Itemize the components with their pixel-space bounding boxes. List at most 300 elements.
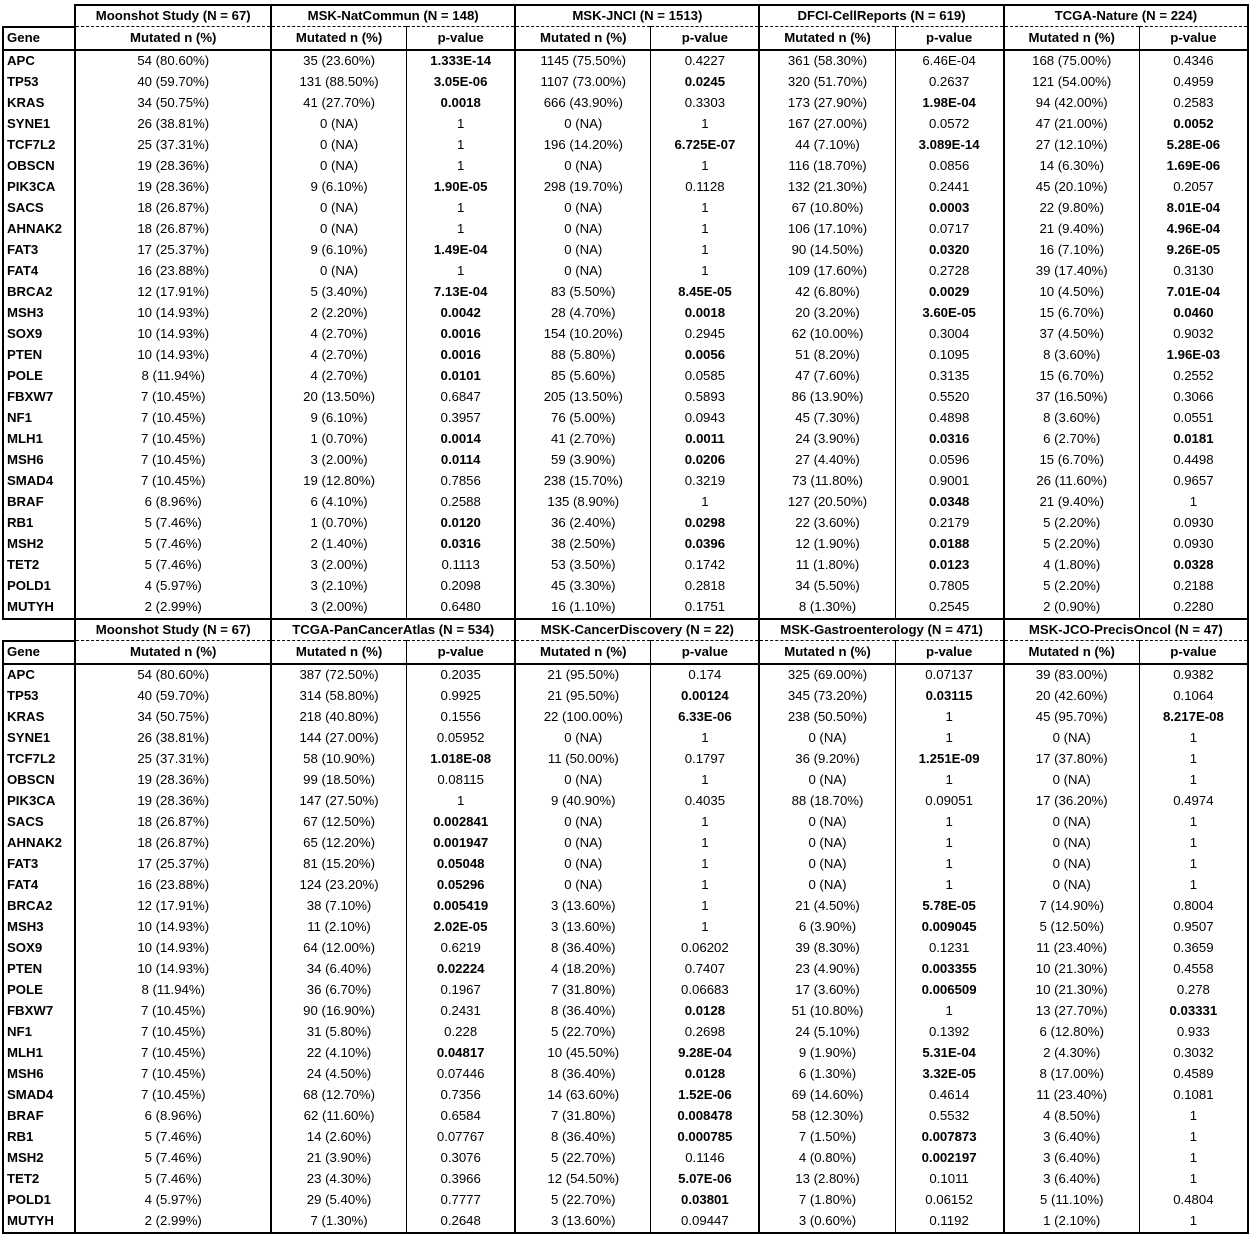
p-value-cell: 0.3130 <box>1139 261 1248 282</box>
gene-name: TET2 <box>3 1169 75 1190</box>
gene-name: MUTYH <box>3 597 75 619</box>
mutated-cell: 0 (NA) <box>515 156 651 177</box>
mutated-cell: 238 (15.70%) <box>515 471 651 492</box>
p-value-cell: 0.0052 <box>1139 114 1248 135</box>
mutated-cell: 5 (2.20%) <box>1004 534 1140 555</box>
mutated-cell: 127 (20.50%) <box>759 492 895 513</box>
mutated-cell: 51 (8.20%) <box>759 345 895 366</box>
table-row <box>3 1022 1248 1043</box>
p-value-cell: 0.2648 <box>407 1211 516 1233</box>
p-value-cell: 0.3135 <box>895 366 1004 387</box>
table-row <box>3 366 1248 387</box>
p-value-cell: 0.1967 <box>407 980 516 1001</box>
p-value-cell: 0.6219 <box>407 938 516 959</box>
p-value-cell: 1 <box>895 770 1004 791</box>
mutated-cell: 62 (11.60%) <box>271 1106 407 1127</box>
mutated-cell: 20 (13.50%) <box>271 387 407 408</box>
gene-name: PIK3CA <box>3 177 75 198</box>
mutated-cell: 387 (72.50%) <box>271 664 407 686</box>
mutated-cell: 45 (20.10%) <box>1004 177 1140 198</box>
p-value-cell: 0.09447 <box>651 1211 760 1233</box>
p-value-cell: 1 <box>651 854 760 875</box>
p-value-cell: 1 <box>651 875 760 896</box>
p-value-cell: 0.00124 <box>651 686 760 707</box>
mutated-cell: 36 (6.70%) <box>271 980 407 1001</box>
mutated-cell: 0 (NA) <box>515 198 651 219</box>
mutated-cell: 20 (42.60%) <box>1004 686 1140 707</box>
mutated-cell: 6 (1.30%) <box>759 1064 895 1085</box>
mutated-cell: 69 (14.60%) <box>759 1085 895 1106</box>
mutated-cell: 7 (10.45%) <box>75 1085 271 1106</box>
p-value-cell: 0.6584 <box>407 1106 516 1127</box>
mutated-cell: 29 (5.40%) <box>271 1190 407 1211</box>
p-value-cell: 0.1751 <box>651 597 760 619</box>
mutated-cell: 1145 (75.50%) <box>515 50 651 72</box>
mutated-cell: 167 (27.00%) <box>759 114 895 135</box>
p-value-cell: 0.3303 <box>651 93 760 114</box>
p-value-cell: 0.2552 <box>1139 366 1248 387</box>
p-value-cell: 0.0856 <box>895 156 1004 177</box>
p-value-header: p-value <box>651 27 760 50</box>
p-value-cell: 0.0930 <box>1139 513 1248 534</box>
mutated-cell: 21 (95.50%) <box>515 686 651 707</box>
mutated-cell: 17 (25.37%) <box>75 854 271 875</box>
mutated-cell: 121 (54.00%) <box>1004 72 1140 93</box>
table-row <box>3 135 1248 156</box>
mutated-cell: 23 (4.90%) <box>759 959 895 980</box>
gene-name: PIK3CA <box>3 791 75 812</box>
gene-name: APC <box>3 50 75 72</box>
mutated-cell: 11 (23.40%) <box>1004 1085 1140 1106</box>
table-row <box>3 219 1248 240</box>
p-value-cell: 0.008478 <box>651 1106 760 1127</box>
mutated-cell: 3 (13.60%) <box>515 896 651 917</box>
mutated-cell: 90 (16.90%) <box>271 1001 407 1022</box>
p-value-cell: 0.0396 <box>651 534 760 555</box>
mutated-cell: 0 (NA) <box>1004 854 1140 875</box>
p-value-cell: 0.03115 <box>895 686 1004 707</box>
p-value-cell: 1 <box>407 261 516 282</box>
mutated-cell: 16 (7.10%) <box>1004 240 1140 261</box>
mutated-cell: 0 (NA) <box>515 875 651 896</box>
gene-name: TP53 <box>3 72 75 93</box>
p-value-cell: 1 <box>651 770 760 791</box>
p-value-cell: 3.60E-05 <box>895 303 1004 324</box>
mutated-cell: 8 (11.94%) <box>75 366 271 387</box>
p-value-cell: 5.28E-06 <box>1139 135 1248 156</box>
p-value-cell: 0.9382 <box>1139 664 1248 686</box>
p-value-cell: 0.2431 <box>407 1001 516 1022</box>
p-value-cell: 1.251E-09 <box>895 749 1004 770</box>
p-value-cell: 3.05E-06 <box>407 72 516 93</box>
mutated-cell: 1 (0.70%) <box>271 429 407 450</box>
p-value-cell: 1 <box>651 917 760 938</box>
gene-name: PTEN <box>3 345 75 366</box>
p-value-cell: 0.003355 <box>895 959 1004 980</box>
mutated-cell: 16 (1.10%) <box>515 597 651 619</box>
p-value-cell: 0.9507 <box>1139 917 1248 938</box>
p-value-cell: 1 <box>407 219 516 240</box>
p-value-cell: 0.7777 <box>407 1190 516 1211</box>
mutated-cell: 17 (25.37%) <box>75 240 271 261</box>
gene-name: SYNE1 <box>3 114 75 135</box>
p-value-cell: 0.03331 <box>1139 1001 1248 1022</box>
mutated-cell: 5 (7.46%) <box>75 1148 271 1169</box>
p-value-cell: 0.2545 <box>895 597 1004 619</box>
mutated-cell: 36 (2.40%) <box>515 513 651 534</box>
p-value-cell: 0.002197 <box>895 1148 1004 1169</box>
mutated-cell: 8 (17.00%) <box>1004 1064 1140 1085</box>
gene-name: MSH6 <box>3 450 75 471</box>
mutated-cell: 10 (45.50%) <box>515 1043 651 1064</box>
p-value-cell: 0.2818 <box>651 576 760 597</box>
mutated-cell: 173 (27.90%) <box>759 93 895 114</box>
mutated-cell: 135 (8.90%) <box>515 492 651 513</box>
mutated-cell: 7 (10.45%) <box>75 450 271 471</box>
mutated-cell: 0 (NA) <box>515 114 651 135</box>
p-value-cell: 1 <box>1139 1148 1248 1169</box>
study-name: Moonshot Study (N = 67) <box>75 619 271 641</box>
p-value-cell: 1.98E-04 <box>895 93 1004 114</box>
table-row <box>3 303 1248 324</box>
p-value-cell: 0.0460 <box>1139 303 1248 324</box>
mutated-cell: 11 (50.00%) <box>515 749 651 770</box>
p-value-cell: 0.4959 <box>1139 72 1248 93</box>
mutated-cell: 40 (59.70%) <box>75 72 271 93</box>
mutated-cell: 0 (NA) <box>759 854 895 875</box>
mutated-cell: 10 (14.93%) <box>75 324 271 345</box>
mutated-cell: 3 (2.00%) <box>271 450 407 471</box>
p-value-cell: 0.1081 <box>1139 1085 1248 1106</box>
table-row <box>3 686 1248 707</box>
p-value-cell: 9.26E-05 <box>1139 240 1248 261</box>
p-value-cell: 0.9032 <box>1139 324 1248 345</box>
table-row <box>3 1169 1248 1190</box>
p-value-cell: 7.13E-04 <box>407 282 516 303</box>
gene-name: MUTYH <box>3 1211 75 1233</box>
mutated-cell: 44 (7.10%) <box>759 135 895 156</box>
mutated-cell: 3 (6.40%) <box>1004 1148 1140 1169</box>
p-value-cell: 8.217E-08 <box>1139 707 1248 728</box>
p-value-cell: 6.725E-07 <box>651 135 760 156</box>
p-value-cell: 1 <box>895 875 1004 896</box>
p-value-cell: 0.007873 <box>895 1127 1004 1148</box>
p-value-cell: 0.0188 <box>895 534 1004 555</box>
p-value-cell: 0.933 <box>1139 1022 1248 1043</box>
table-row <box>3 791 1248 812</box>
mutated-cell: 0 (NA) <box>759 770 895 791</box>
mutated-cell: 7 (1.80%) <box>759 1190 895 1211</box>
mutated-cell: 0 (NA) <box>515 770 651 791</box>
mutated-cell: 22 (4.10%) <box>271 1043 407 1064</box>
p-value-cell: 3.089E-14 <box>895 135 1004 156</box>
mutated-cell: 59 (3.90%) <box>515 450 651 471</box>
p-value-cell: 6.46E-04 <box>895 50 1004 72</box>
mutated-cell: 3 (13.60%) <box>515 1211 651 1233</box>
mutated-cell: 0 (NA) <box>271 261 407 282</box>
mutated-cell: 19 (28.36%) <box>75 770 271 791</box>
mutated-header: Mutated n (%) <box>759 641 895 664</box>
mutated-cell: 6 (8.96%) <box>75 1106 271 1127</box>
mutated-cell: 47 (7.60%) <box>759 366 895 387</box>
table-row <box>3 1085 1248 1106</box>
mutated-cell: 131 (88.50%) <box>271 72 407 93</box>
mutated-cell: 12 (17.91%) <box>75 282 271 303</box>
table-row <box>3 875 1248 896</box>
mutated-cell: 5 (2.20%) <box>1004 576 1140 597</box>
p-value-cell: 0.0056 <box>651 345 760 366</box>
p-value-cell: 0.4804 <box>1139 1190 1248 1211</box>
p-value-cell: 0.09051 <box>895 791 1004 812</box>
gene-name: MSH2 <box>3 534 75 555</box>
gene-name: SYNE1 <box>3 728 75 749</box>
table-row <box>3 1127 1248 1148</box>
p-value-cell: 0.2098 <box>407 576 516 597</box>
p-value-cell: 1 <box>1139 492 1248 513</box>
p-value-cell: 0.0003 <box>895 198 1004 219</box>
table-row <box>3 854 1248 875</box>
p-value-cell: 0.03801 <box>651 1190 760 1211</box>
p-value-cell: 0.1797 <box>651 749 760 770</box>
p-value-cell: 0.0128 <box>651 1064 760 1085</box>
p-value-cell: 0.3076 <box>407 1148 516 1169</box>
table-row <box>3 576 1248 597</box>
p-value-header: p-value <box>651 641 760 664</box>
mutated-cell: 666 (43.90%) <box>515 93 651 114</box>
p-value-cell: 0.4498 <box>1139 450 1248 471</box>
p-value-cell: 0.07446 <box>407 1064 516 1085</box>
mutated-cell: 5 (7.46%) <box>75 1127 271 1148</box>
study-header-row <box>3 619 1248 641</box>
mutated-cell: 5 (7.46%) <box>75 1169 271 1190</box>
mutated-cell: 14 (6.30%) <box>1004 156 1140 177</box>
study-name: MSK-NatCommun (N = 148) <box>271 5 515 27</box>
table-row <box>3 450 1248 471</box>
mutated-cell: 3 (2.10%) <box>271 576 407 597</box>
p-value-cell: 1 <box>895 812 1004 833</box>
table-row <box>3 345 1248 366</box>
table-row <box>3 812 1248 833</box>
mutated-cell: 12 (17.91%) <box>75 896 271 917</box>
table-row <box>3 833 1248 854</box>
p-value-cell: 0.0123 <box>895 555 1004 576</box>
mutated-cell: 21 (3.90%) <box>271 1148 407 1169</box>
mutated-cell: 51 (10.80%) <box>759 1001 895 1022</box>
mutated-cell: 345 (73.20%) <box>759 686 895 707</box>
mutated-cell: 22 (9.80%) <box>1004 198 1140 219</box>
p-value-cell: 2.02E-05 <box>407 917 516 938</box>
table-row <box>3 513 1248 534</box>
p-value-header: p-value <box>407 27 516 50</box>
p-value-cell: 0.2441 <box>895 177 1004 198</box>
p-value-cell: 0.1392 <box>895 1022 1004 1043</box>
mutated-cell: 27 (4.40%) <box>759 450 895 471</box>
p-value-cell: 0.002841 <box>407 812 516 833</box>
p-value-cell: 0.0320 <box>895 240 1004 261</box>
table-row <box>3 770 1248 791</box>
p-value-cell: 0.1231 <box>895 938 1004 959</box>
mutated-cell: 11 (1.80%) <box>759 555 895 576</box>
mutated-cell: 4 (5.97%) <box>75 576 271 597</box>
mutated-cell: 62 (10.00%) <box>759 324 895 345</box>
mutated-cell: 5 (22.70%) <box>515 1190 651 1211</box>
p-value-cell: 0.3966 <box>407 1169 516 1190</box>
p-value-cell: 1 <box>651 114 760 135</box>
p-value-cell: 0.2728 <box>895 261 1004 282</box>
mutated-cell: 40 (59.70%) <box>75 686 271 707</box>
p-value-cell: 1 <box>1139 1106 1248 1127</box>
p-value-cell: 0.0328 <box>1139 555 1248 576</box>
p-value-cell: 1 <box>651 261 760 282</box>
mutated-cell: 15 (6.70%) <box>1004 366 1140 387</box>
mutated-cell: 22 (3.60%) <box>759 513 895 534</box>
table-row <box>3 1106 1248 1127</box>
gene-name: AHNAK2 <box>3 833 75 854</box>
table-row <box>3 917 1248 938</box>
table-row <box>3 707 1248 728</box>
p-value-cell: 1 <box>1139 854 1248 875</box>
gene-name: RB1 <box>3 513 75 534</box>
p-value-cell: 0.7356 <box>407 1085 516 1106</box>
gene-name: RB1 <box>3 1127 75 1148</box>
p-value-cell: 0.0316 <box>407 534 516 555</box>
mutated-header: Mutated n (%) <box>1004 641 1140 664</box>
gene-name: MLH1 <box>3 1043 75 1064</box>
gene-name: FAT3 <box>3 854 75 875</box>
mutated-cell: 58 (10.90%) <box>271 749 407 770</box>
p-value-cell: 1 <box>1139 833 1248 854</box>
mutated-cell: 154 (10.20%) <box>515 324 651 345</box>
p-value-cell: 0.1192 <box>895 1211 1004 1233</box>
p-value-cell: 0.0181 <box>1139 429 1248 450</box>
p-value-cell: 1 <box>407 791 516 812</box>
mutated-header: Mutated n (%) <box>75 641 271 664</box>
mutated-cell: 314 (58.80%) <box>271 686 407 707</box>
mutated-cell: 23 (4.30%) <box>271 1169 407 1190</box>
mutated-cell: 218 (40.80%) <box>271 707 407 728</box>
mutated-cell: 0 (NA) <box>759 728 895 749</box>
p-value-cell: 0.2588 <box>407 492 516 513</box>
p-value-cell: 0.0717 <box>895 219 1004 240</box>
mutated-cell: 124 (23.20%) <box>271 875 407 896</box>
mutated-cell: 0 (NA) <box>1004 875 1140 896</box>
p-value-cell: 9.28E-04 <box>651 1043 760 1064</box>
mutated-cell: 34 (6.40%) <box>271 959 407 980</box>
mutated-cell: 0 (NA) <box>515 812 651 833</box>
p-value-cell: 1 <box>1139 728 1248 749</box>
mutated-cell: 39 (17.40%) <box>1004 261 1140 282</box>
mutated-cell: 28 (4.70%) <box>515 303 651 324</box>
gene-name: BRAF <box>3 1106 75 1127</box>
mutated-cell: 73 (11.80%) <box>759 471 895 492</box>
p-value-cell: 0.05952 <box>407 728 516 749</box>
p-value-cell: 0.1742 <box>651 555 760 576</box>
mutated-cell: 41 (27.70%) <box>271 93 407 114</box>
p-value-cell: 1 <box>651 219 760 240</box>
p-value-cell: 0.0206 <box>651 450 760 471</box>
p-value-cell: 0.1011 <box>895 1169 1004 1190</box>
mutated-cell: 22 (100.00%) <box>515 707 651 728</box>
mutated-cell: 15 (6.70%) <box>1004 303 1140 324</box>
mutated-cell: 86 (13.90%) <box>759 387 895 408</box>
table-row <box>3 1190 1248 1211</box>
gene-header: Gene <box>3 641 75 664</box>
p-value-cell: 1 <box>895 728 1004 749</box>
mutated-cell: 34 (5.50%) <box>759 576 895 597</box>
mutated-cell: 18 (26.87%) <box>75 219 271 240</box>
mutated-cell: 3 (13.60%) <box>515 917 651 938</box>
p-value-cell: 0.174 <box>651 664 760 686</box>
study-name: MSK-JCO-PrecisOncol (N = 47) <box>1004 619 1248 641</box>
mutated-cell: 18 (26.87%) <box>75 198 271 219</box>
mutated-cell: 5 (2.20%) <box>1004 513 1140 534</box>
mutated-cell: 21 (9.40%) <box>1004 492 1140 513</box>
table-row <box>3 72 1248 93</box>
table-row <box>3 261 1248 282</box>
mutated-cell: 0 (NA) <box>515 219 651 240</box>
p-value-cell: 0.0016 <box>407 324 516 345</box>
p-value-cell: 1 <box>651 198 760 219</box>
mutated-cell: 8 (36.40%) <box>515 1127 651 1148</box>
table-row <box>3 1211 1248 1233</box>
gene-name: SOX9 <box>3 324 75 345</box>
mutated-cell: 13 (2.80%) <box>759 1169 895 1190</box>
mutated-cell: 11 (2.10%) <box>271 917 407 938</box>
gene-name: OBSCN <box>3 156 75 177</box>
p-value-cell: 1 <box>651 492 760 513</box>
mutated-cell: 3 (2.00%) <box>271 555 407 576</box>
mutated-cell: 5 (7.46%) <box>75 513 271 534</box>
mutated-cell: 19 (28.36%) <box>75 156 271 177</box>
gene-name: SACS <box>3 812 75 833</box>
mutated-cell: 25 (37.31%) <box>75 749 271 770</box>
study-name: MSK-Gastroenterology (N = 471) <box>759 619 1003 641</box>
p-value-cell: 0.0018 <box>651 303 760 324</box>
p-value-cell: 0.8004 <box>1139 896 1248 917</box>
p-value-cell: 0.3004 <box>895 324 1004 345</box>
mutated-cell: 26 (11.60%) <box>1004 471 1140 492</box>
table-row <box>3 429 1248 450</box>
p-value-cell: 1 <box>651 896 760 917</box>
mutated-cell: 45 (7.30%) <box>759 408 895 429</box>
p-value-cell: 0.005419 <box>407 896 516 917</box>
mutated-cell: 17 (37.80%) <box>1004 749 1140 770</box>
mutated-cell: 5 (7.46%) <box>75 534 271 555</box>
mutated-cell: 0 (NA) <box>515 240 651 261</box>
table-row <box>3 156 1248 177</box>
gene-name: TCF7L2 <box>3 135 75 156</box>
p-value-cell: 1 <box>1139 770 1248 791</box>
p-value-cell: 0.9657 <box>1139 471 1248 492</box>
mutated-cell: 26 (38.81%) <box>75 114 271 135</box>
p-value-cell: 0.1128 <box>651 177 760 198</box>
table-row <box>3 555 1248 576</box>
p-value-cell: 0.07137 <box>895 664 1004 686</box>
mutated-cell: 7 (10.45%) <box>75 471 271 492</box>
mutated-cell: 6 (4.10%) <box>271 492 407 513</box>
mutated-cell: 9 (6.10%) <box>271 408 407 429</box>
gene-name: POLD1 <box>3 1190 75 1211</box>
mutated-cell: 16 (23.88%) <box>75 261 271 282</box>
mutated-cell: 10 (21.30%) <box>1004 959 1140 980</box>
mutated-cell: 7 (14.90%) <box>1004 896 1140 917</box>
p-value-cell: 0.2188 <box>1139 576 1248 597</box>
p-value-cell: 1 <box>651 728 760 749</box>
p-value-cell: 1 <box>407 135 516 156</box>
mutated-cell: 88 (18.70%) <box>759 791 895 812</box>
p-value-cell: 0.1064 <box>1139 686 1248 707</box>
mutation-table-bottom <box>2 618 1249 1234</box>
